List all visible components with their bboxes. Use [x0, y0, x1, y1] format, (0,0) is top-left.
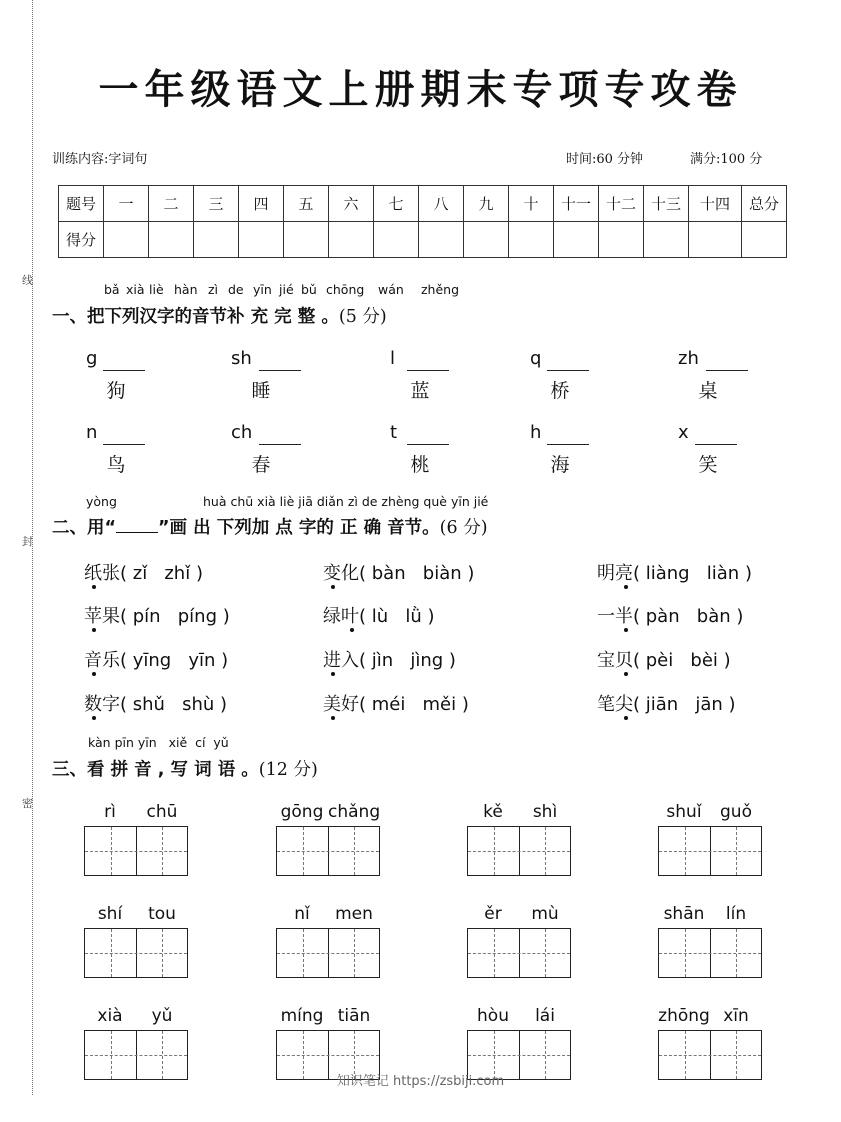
- answer-blank[interactable]: [407, 444, 449, 445]
- section2-heading-end: ”画 出 下列加 点 字的 正 确 音节。: [158, 518, 440, 538]
- score-input-cell[interactable]: [644, 222, 689, 258]
- score-header-cell: 一: [104, 186, 149, 222]
- initial-letter: g: [86, 348, 98, 369]
- score-input-cell[interactable]: [239, 222, 284, 258]
- grid-guide-line: [468, 953, 570, 954]
- pinyin-syllable-1: nǐ: [294, 904, 310, 924]
- exam-time: 时间:60 分钟: [566, 152, 644, 167]
- initial-letter: q: [530, 348, 542, 369]
- answer-blank[interactable]: [103, 370, 145, 371]
- initial-letter: sh: [231, 348, 252, 369]
- binding-mark-mi: 密: [22, 797, 33, 810]
- pinyin-syllable-1: xià: [97, 1006, 123, 1026]
- initial-letter: l: [390, 348, 396, 369]
- training-content: 训练内容:字词句: [52, 152, 148, 167]
- emphasis-dot: [624, 672, 628, 676]
- pinyin-syllable-2: yǔ: [151, 1006, 173, 1026]
- emphasis-dot: [350, 628, 354, 632]
- hanzi-char: 睡: [251, 380, 271, 402]
- pinyin-syllable-1: shān: [663, 904, 705, 924]
- grid-guide-line: [277, 953, 379, 954]
- emphasis-dot: [92, 716, 96, 720]
- grid-guide-line: [85, 1055, 187, 1056]
- pronunciation-choice-item: [323, 646, 456, 672]
- score-input-cell[interactable]: [554, 222, 599, 258]
- score-input-cell[interactable]: [419, 222, 464, 258]
- grid-guide-line: [277, 1055, 379, 1056]
- section2-pinyin-rest: huà chū xià liè jiā diǎn zì de zhèng què yīn jié: [203, 494, 489, 509]
- choice-word: 数字: [84, 694, 120, 715]
- score-header-cell: 十一: [554, 186, 599, 222]
- score-table: [58, 185, 787, 258]
- section2-points: (6 分): [439, 518, 488, 538]
- choice-word: 宝贝: [597, 650, 633, 671]
- score-input-cell[interactable]: [742, 222, 787, 258]
- section3-heading-text: 三、看 拼 音 , 写 词 语 。: [52, 760, 259, 780]
- section1-pinyin-syllable: hàn: [174, 282, 198, 297]
- pinyin-syllable-2: tou: [148, 904, 176, 924]
- writing-grid[interactable]: [467, 928, 571, 978]
- pinyin-syllable-2: chū: [146, 802, 178, 822]
- binding-mark-xian: 线: [22, 274, 33, 287]
- choice-options[interactable]: ( bàn biàn ): [359, 563, 475, 584]
- pronunciation-choice-item: [597, 602, 743, 628]
- writing-grid[interactable]: [276, 928, 380, 978]
- score-header-cell: 四: [239, 186, 284, 222]
- hanzi-char: 海: [550, 454, 570, 476]
- grid-guide-line: [85, 851, 187, 852]
- pinyin-syllable-1: rì: [104, 802, 116, 822]
- choice-word: 音乐: [84, 650, 120, 671]
- score-input-cell[interactable]: [284, 222, 329, 258]
- score-header-cell: 十: [509, 186, 554, 222]
- score-header-cell: 十三: [644, 186, 689, 222]
- pronunciation-choice-item: [323, 559, 474, 585]
- hanzi-char: 桌: [698, 380, 718, 402]
- initial-letter: h: [530, 422, 542, 443]
- answer-blank[interactable]: [103, 444, 145, 445]
- grid-guide-line: [468, 851, 570, 852]
- hanzi-char: 蓝: [410, 380, 430, 402]
- emphasis-dot: [92, 672, 96, 676]
- answer-blank[interactable]: [547, 370, 589, 371]
- pinyin-syllable-2: tiān: [337, 1006, 371, 1026]
- pinyin-syllable-1: hòu: [477, 1006, 509, 1026]
- section3-heading: [52, 756, 318, 781]
- pinyin-syllable-1: shuǐ: [666, 802, 702, 822]
- score-header-cell: 五: [284, 186, 329, 222]
- section2-pinyin-yong: yòng: [86, 494, 117, 509]
- score-header-cell: 总分: [742, 186, 787, 222]
- choice-word: 美好: [323, 694, 359, 715]
- score-input-cell[interactable]: [194, 222, 239, 258]
- section1-pinyin-syllable: de: [228, 282, 244, 297]
- pinyin-syllable-2: shì: [532, 802, 558, 822]
- emphasis-dot: [624, 628, 628, 632]
- score-table-header-row: [59, 186, 787, 222]
- choice-options[interactable]: ( pín píng ): [120, 606, 230, 627]
- answer-blank[interactable]: [259, 370, 301, 371]
- watermark: 知识笔记 https://zsbiji.com: [336, 1074, 505, 1089]
- pinyin-syllable-2: mù: [531, 904, 559, 924]
- pinyin-syllable-1: míng: [280, 1006, 324, 1026]
- score-input-cell[interactable]: [689, 222, 742, 258]
- choice-word: 一半: [597, 606, 633, 627]
- full-score: 满分:100 分: [690, 152, 763, 167]
- emphasis-dot: [92, 628, 96, 632]
- section2-heading-start: 二、用“: [52, 518, 117, 538]
- writing-grid[interactable]: [84, 826, 188, 876]
- choice-options[interactable]: ( pèi bèi ): [633, 650, 731, 671]
- hanzi-char: 桃: [410, 454, 430, 476]
- score-header-cell: 七: [374, 186, 419, 222]
- section1-pinyin-syllable: xià: [126, 282, 145, 297]
- answer-blank[interactable]: [407, 370, 449, 371]
- pinyin-syllable-2: guǒ: [720, 802, 752, 822]
- choice-options[interactable]: ( lù lǜ ): [359, 606, 435, 627]
- section1-pinyin-syllable: chōng: [326, 282, 365, 297]
- score-input-cell[interactable]: [374, 222, 419, 258]
- initial-letter: t: [390, 422, 398, 443]
- choice-word: 苹果: [84, 606, 120, 627]
- score-header-cell: 十四: [689, 186, 742, 222]
- score-input-cell[interactable]: [149, 222, 194, 258]
- answer-blank[interactable]: [259, 444, 301, 445]
- grid-guide-line: [468, 1055, 570, 1056]
- hanzi-char: 笑: [698, 454, 718, 476]
- hanzi-char: 桥: [550, 380, 570, 402]
- binding-mark-feng: 封: [22, 535, 33, 548]
- pinyin-syllable-2: lín: [725, 904, 747, 924]
- pronunciation-choice-item: [84, 646, 228, 672]
- answer-blank[interactable]: [706, 370, 748, 371]
- hanzi-char: 春: [251, 454, 271, 476]
- choice-options[interactable]: ( shǔ shù ): [120, 694, 228, 715]
- answer-blank[interactable]: [695, 444, 737, 445]
- writing-grid[interactable]: [658, 928, 762, 978]
- pronunciation-choice-item: [323, 602, 434, 628]
- section1-pinyin-syllable: wán: [378, 282, 404, 297]
- score-input-cell[interactable]: [104, 222, 149, 258]
- grid-guide-line: [85, 953, 187, 954]
- choice-word: 绿叶: [323, 606, 359, 627]
- score-header-cell: 三: [194, 186, 239, 222]
- pinyin-syllable-2: chǎng: [328, 802, 381, 822]
- score-header-cell: 九: [464, 186, 509, 222]
- answer-blank[interactable]: [547, 444, 589, 445]
- pinyin-syllable-2: men: [335, 904, 373, 924]
- pinyin-syllable-1: kě: [483, 802, 503, 822]
- section2-heading-blank: [116, 518, 158, 533]
- pronunciation-choice-item: [323, 690, 469, 716]
- score-header-cell: 六: [329, 186, 374, 222]
- grid-guide-line: [277, 851, 379, 852]
- section1-heading: [52, 303, 387, 328]
- score-input-cell[interactable]: [464, 222, 509, 258]
- hanzi-char: 鸟: [106, 454, 126, 476]
- choice-options[interactable]: ( jìn jìng ): [359, 650, 456, 671]
- pronunciation-choice-item: [597, 690, 736, 716]
- pronunciation-choice-item: [597, 646, 731, 672]
- section1-pinyin-syllable: yīn: [253, 282, 272, 297]
- writing-grid[interactable]: [276, 826, 380, 876]
- choice-options[interactable]: ( jiān jān ): [633, 694, 736, 715]
- emphasis-dot: [331, 585, 335, 589]
- grid-guide-line: [659, 851, 761, 852]
- writing-grid[interactable]: [658, 826, 762, 876]
- score-input-cell[interactable]: [599, 222, 644, 258]
- section1-pinyin-syllable: zì: [208, 282, 219, 297]
- emphasis-dot: [624, 716, 628, 720]
- choice-options[interactable]: ( pàn bàn ): [633, 606, 744, 627]
- pronunciation-choice-item: [84, 559, 203, 585]
- pinyin-syllable-1: ěr: [484, 904, 502, 924]
- choice-word: 笔尖: [597, 694, 633, 715]
- score-header-label: 题号: [59, 186, 104, 222]
- section2-heading: [52, 514, 488, 539]
- score-input-cell[interactable]: [329, 222, 374, 258]
- section3-pinyin: kàn pīn yīn xiě cí yǔ: [88, 735, 229, 750]
- grid-guide-line: [659, 953, 761, 954]
- score-header-cell: 二: [149, 186, 194, 222]
- initial-letter: zh: [678, 348, 699, 369]
- emphasis-dot: [331, 716, 335, 720]
- choice-options[interactable]: ( méi měi ): [359, 694, 469, 715]
- section1-pinyin-syllable: jié: [279, 282, 294, 297]
- initial-letter: x: [678, 422, 689, 443]
- pronunciation-choice-item: [84, 690, 227, 716]
- score-input-cell[interactable]: [509, 222, 554, 258]
- score-header-cell: 八: [419, 186, 464, 222]
- writing-grid[interactable]: [84, 928, 188, 978]
- writing-grid[interactable]: [467, 826, 571, 876]
- emphasis-dot: [92, 585, 96, 589]
- choice-options[interactable]: ( zǐ zhǐ ): [120, 563, 203, 584]
- choice-word: 纸张: [84, 563, 120, 584]
- hanzi-char: 狗: [106, 380, 126, 402]
- emphasis-dot: [624, 585, 628, 589]
- emphasis-dot: [331, 672, 335, 676]
- initial-letter: n: [86, 422, 98, 443]
- initial-letter: ch: [231, 422, 253, 443]
- section1-points: (5 分): [338, 307, 387, 327]
- section1-pinyin-syllable: zhěng: [421, 282, 460, 297]
- choice-word: 进入: [323, 650, 359, 671]
- pinyin-syllable-2: lái: [535, 1006, 555, 1026]
- section1-pinyin-syllable: liè: [149, 282, 164, 297]
- pronunciation-choice-item: [84, 602, 230, 628]
- choice-word: 变化: [323, 563, 359, 584]
- pinyin-syllable-1: zhōng: [658, 1006, 710, 1026]
- pinyin-syllable-1: gōng: [280, 802, 324, 822]
- pinyin-syllable-1: shí: [97, 904, 123, 924]
- choice-word: 明亮: [597, 563, 633, 584]
- pronunciation-choice-item: [597, 559, 752, 585]
- grid-guide-line: [659, 1055, 761, 1056]
- section3-points: (12 分): [258, 760, 318, 780]
- choice-options[interactable]: ( yīng yīn ): [120, 650, 229, 671]
- pinyin-syllable-2: xīn: [723, 1006, 749, 1026]
- score-table-score-row: [59, 222, 787, 258]
- page-title: 一年级语文上册期末专项专攻卷: [98, 66, 743, 113]
- section1-heading-text: 一、把下列汉字的音节补 充 完 整 。: [52, 307, 339, 327]
- score-header-cell: 十二: [599, 186, 644, 222]
- section1-pinyin-syllable: bǔ: [301, 282, 317, 297]
- score-row-label: 得分: [59, 222, 104, 258]
- choice-options[interactable]: ( liàng liàn ): [633, 563, 752, 584]
- section1-pinyin-syllable: bǎ: [104, 282, 120, 297]
